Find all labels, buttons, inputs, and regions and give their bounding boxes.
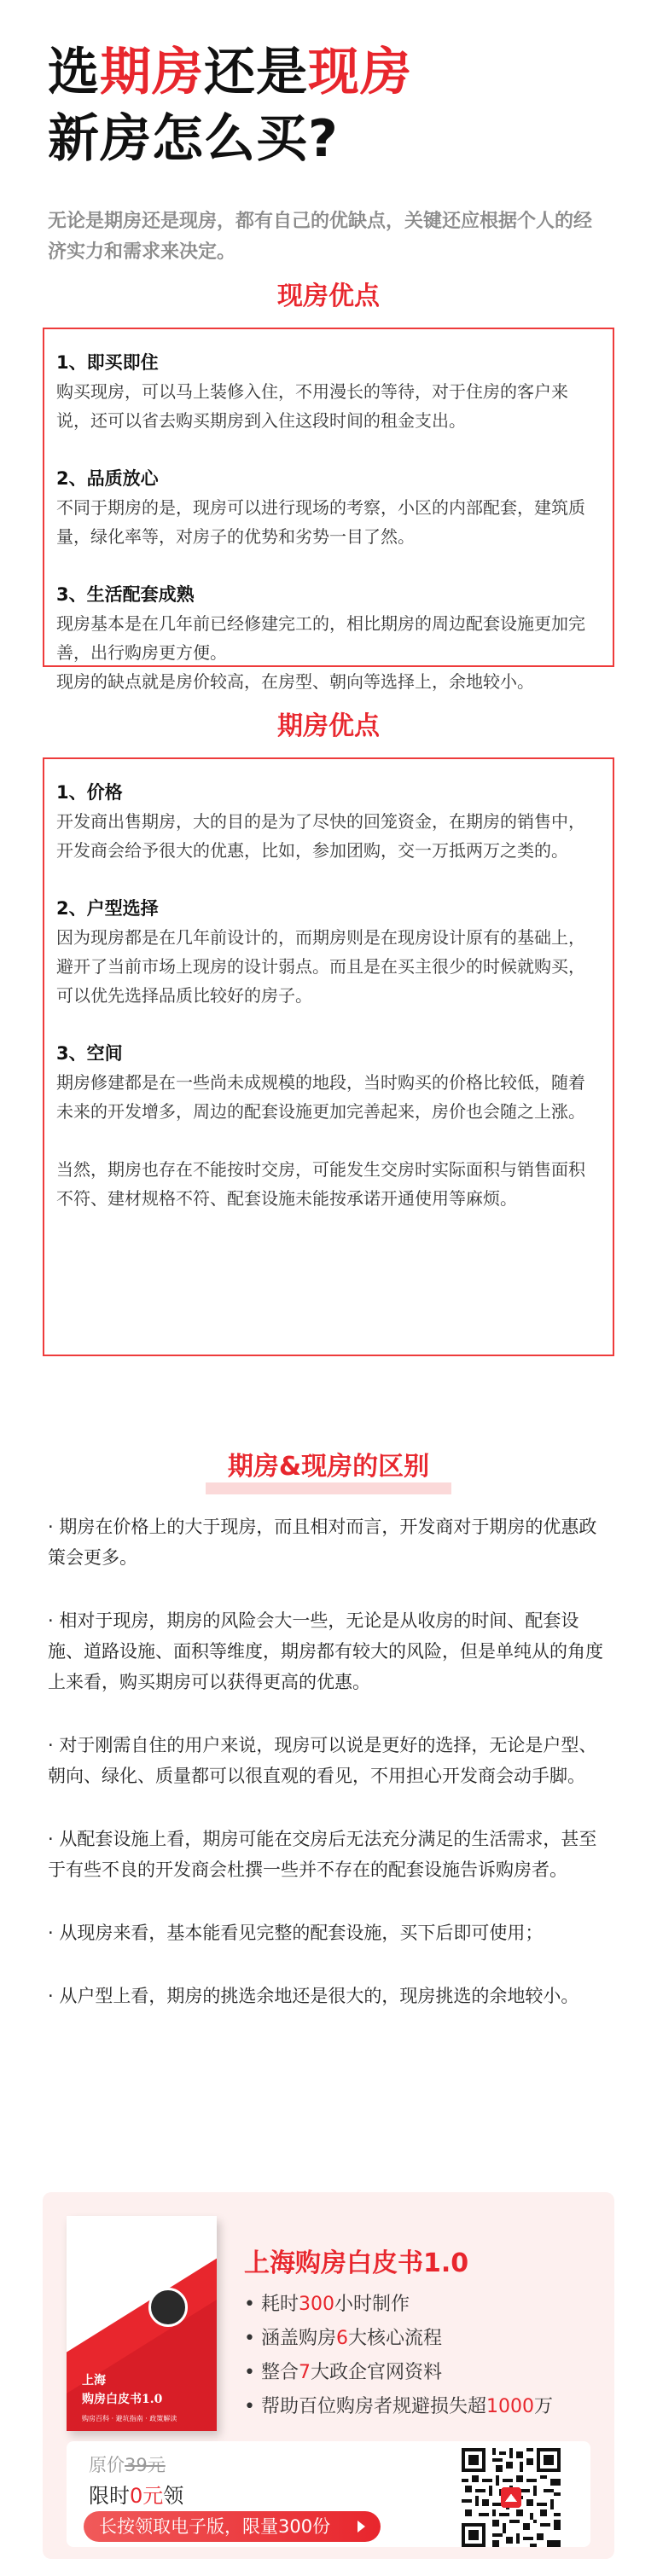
- promo-title: 上海购房白皮书1.0: [244, 2248, 469, 2278]
- xianfang-box: [43, 328, 614, 692]
- hero-title-line1: [48, 39, 609, 106]
- qifang-box: [43, 757, 614, 1356]
- promo-bullet: • 帮助百位购房者规避损失超1000万: [244, 2396, 553, 2417]
- original-price: [89, 2451, 166, 2477]
- current-price-prefix: 限时: [89, 2484, 130, 2508]
- original-price-label: 原价: [89, 2455, 125, 2475]
- qr-code-icon[interactable]: [456, 2448, 567, 2547]
- current-price-suffix: 领: [163, 2484, 184, 2508]
- qifang-item-heading: 2、户型选择: [56, 898, 159, 919]
- diff-item: · 对于刚需自住的用户来说，现房可以说是更好的选择，无论是户型、朝向、绿化、质量都可以很直观的看见，不用担心开发商会动手脚。: [48, 1735, 597, 1786]
- promo-bullet: • 耗时300小时制作: [244, 2294, 410, 2315]
- promo-bullet: • 涵盖购房6大核心流程: [244, 2328, 442, 2349]
- hero-word: 选: [48, 43, 100, 102]
- book-cover-photo: [148, 2288, 188, 2327]
- hero: [0, 0, 657, 268]
- current-price-value: 0元: [130, 2484, 164, 2508]
- hero-word: 还是: [204, 43, 308, 102]
- xianfang-item-body: 购买现房，可以马上装修入住，不用漫长的等待，对于住房的客户来说，还可以省去购买期房到入住这段时间的租金支出。: [56, 381, 568, 431]
- qifang-item-heading: 3、空间: [56, 1043, 123, 1064]
- book-cover-title: [82, 2371, 162, 2409]
- original-price-value: 39元: [125, 2455, 166, 2475]
- xianfang-item-body: 现房基本是在几年前已经修建完工的，相比期房的周边配套设施更加完善，出行购房更方便。: [56, 613, 585, 663]
- promo-bullet: • 整合7大政企官网资料: [244, 2362, 442, 2383]
- hero-title-line2: 新房怎么买?: [48, 109, 339, 169]
- book-cover-title-2: 购房白皮书1.0: [82, 2393, 163, 2406]
- xianfang-note: 现房的缺点就是房价较高，在房型、朝向等选择上，余地较小。: [56, 671, 534, 692]
- section-title-diff: [206, 1442, 451, 1494]
- claim-ebook-button[interactable]: [84, 2511, 381, 2542]
- section-title-qifang: 期房优点: [277, 711, 380, 741]
- current-price: [89, 2479, 183, 2509]
- diff-title-wrap: [0, 1442, 657, 1494]
- section-title-xianfang: 现房优点: [277, 281, 380, 311]
- intro-text: 无论是期房还是现房，都有自己的优缺点，关键还应根据个人的经济实力和需求来决定。: [48, 211, 593, 263]
- diff-item: · 相对于现房，期房的风险会大一些，无论是从收房的时间、配套设施、道路设施、面积等维度，期房都有较大的风险，但是单纯从的角度上来看，购买期房可以获得更高的优惠。: [48, 1610, 603, 1692]
- xianfang-item-heading: 2、品质放心: [56, 468, 159, 489]
- hero-word-highlight: 期房: [100, 43, 204, 102]
- qifang-item-heading: 1、价格: [56, 782, 123, 803]
- book-cover-title-1: 上海: [82, 2374, 106, 2387]
- hero-word-highlight: 现房: [308, 43, 412, 102]
- xianfang-item-heading: 3、生活配套成熟: [56, 584, 195, 605]
- play-arrow-icon: [358, 2521, 365, 2532]
- qifang-note: 当然，期房也存在不能按时交房，可能发生交房时实际面积与销售面积不符、建材规格不符、配套设施未能按承诺开通使用等麻烦。: [56, 1159, 585, 1209]
- diff-item: · 从户型上看，期房的挑选余地还是很大的，现房挑选的余地较小。: [48, 1986, 579, 2006]
- qifang-item-body: 因为现房都是在几年前设计的，而期房则是在现房设计原有的基础上，避开了当前市场上现房的设计弱点。而且是在买主很少的时候就购买，可以优先选择品质比较好的房子。: [56, 927, 585, 1006]
- promo-card[interactable]: [43, 2192, 614, 2559]
- section-title-diff-text: 期房&现房的区别: [227, 1452, 430, 1482]
- coupon-panel: [67, 2441, 590, 2547]
- qifang-item-body: 开发商出售期房，大的目的是为了尽快的回笼资金，在期房的销售中，开发商会给予很大的优惠，比如，参加团购，交一万抵两万之类的。: [56, 811, 585, 861]
- diff-list: [0, 1511, 657, 2044]
- diff-item: · 从现房来看，基本能看见完整的配套设施，买下后即可使用；: [48, 1923, 544, 1943]
- book-cover: [67, 2216, 217, 2431]
- xianfang-item-heading: 1、即买即住: [56, 352, 159, 373]
- qifang-item-body: 期房修建都是在一些尚未成规模的地段，当时购买的价格比较低，随着未来的开发增多，周边的配套设施更加完善起来，房价也会随之上涨。: [56, 1072, 585, 1122]
- claim-ebook-label: 长按领取电子版，限量300份: [99, 2516, 331, 2537]
- promo-bullets: [244, 2288, 553, 2424]
- diff-item: · 从配套设施上看，期房可能在交房后无法充分满足的生活需求，甚至于有些不良的开发商会杜撰一些并不存在的配套设施告诉购房者。: [48, 1829, 597, 1880]
- book-cover-subtitle: 购房百科 · 避坑指南 · 政策解读: [82, 2415, 177, 2422]
- diff-item: · 期房在价格上的大于现房，而且相对而言，开发商对于期房的优惠政策会更多。: [48, 1517, 597, 1568]
- xianfang-item-body: 不同于期房的是，现房可以进行现场的考察，小区的内部配套，建筑质量，绿化率等，对房子的优势和劣势一目了然。: [56, 497, 585, 547]
